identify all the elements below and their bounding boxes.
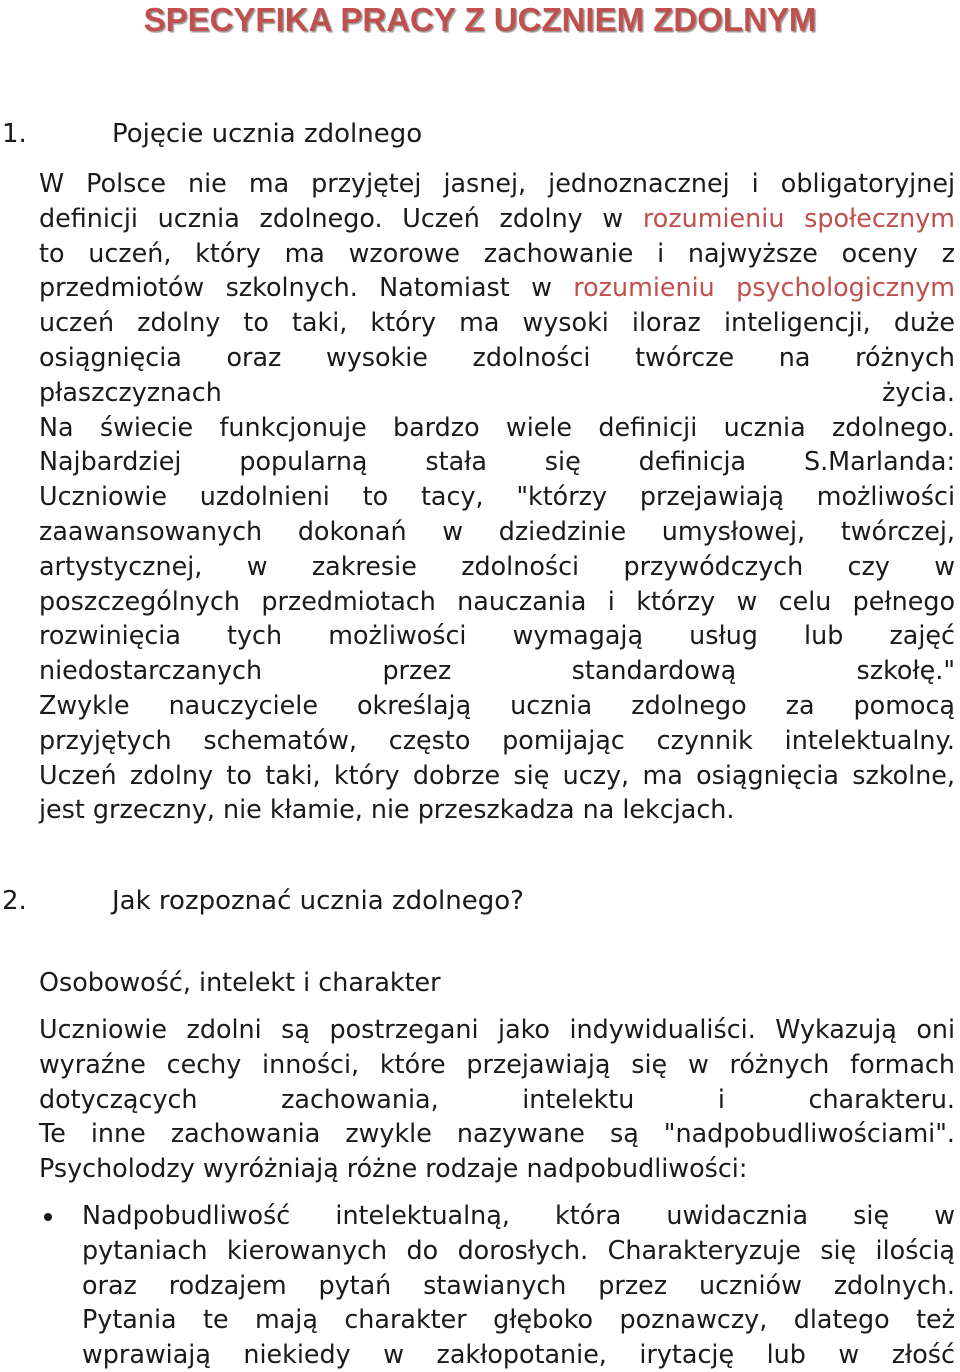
paragraph-line: niedostarczanych przez standardową szkołę." bbox=[39, 655, 955, 686]
bullet-icon bbox=[44, 1213, 52, 1221]
paragraph-line: Na świecie funkcjonuje bardzo wiele definicji ucznia zdolnego. bbox=[39, 411, 955, 442]
paragraph-line: Nadpobudliwość intelektualną, która uwidacznia się w bbox=[82, 1200, 955, 1230]
highlight-psychological-understanding: rozumieniu psychologicznym bbox=[573, 272, 955, 303]
paragraph-line: Pytania te mają charakter głęboko poznawczy, dlatego też bbox=[82, 1304, 955, 1335]
section-2-paragraph bbox=[39, 1012, 955, 1186]
paragraph-line: definicji ucznia zdolnego. Uczeń zdolny w rozumieniu społecznym bbox=[39, 202, 955, 233]
section-2-title: Jak rozpoznać ucznia zdolnego? bbox=[112, 886, 524, 916]
paragraph-line: W Polsce nie ma przyjętej jasnej, jednoznacznej i obligatoryjnej bbox=[39, 168, 955, 198]
paragraph-line: Zwykle nauczyciele określają ucznia zdolnego za pomocą bbox=[39, 689, 955, 720]
highlight-social-understanding: rozumieniu społecznym bbox=[642, 202, 955, 233]
paragraph-line: wprawiają niekiedy w zakłopotanie, irytację lub w złość bbox=[82, 1339, 955, 1370]
section-1-number: 1. bbox=[2, 119, 27, 149]
paragraph-line: Uczniowie uzdolnieni to tacy, "którzy przejawiają możliwości bbox=[39, 481, 955, 512]
section-2-subheading: Osobowość, intelekt i charakter bbox=[39, 967, 441, 997]
paragraph-line: to uczeń, który ma wzorowe zachowanie i najwyższe oceny z bbox=[39, 237, 955, 268]
paragraph-line: uczeń zdolny to taki, który ma wysoki iloraz inteligencji, duże bbox=[39, 307, 955, 338]
list-item-text bbox=[82, 1198, 955, 1372]
section-1-title: Pojęcie ucznia zdolnego bbox=[112, 119, 423, 149]
paragraph-line: dotyczących zachowania, intelektu i charakteru. bbox=[39, 1083, 955, 1114]
section-1-paragraph bbox=[39, 166, 955, 827]
paragraph-line: poszczególnych przedmiotach nauczania i którzy w celu pełnego bbox=[39, 585, 955, 616]
paragraph-line: przyjętych schematów, często pomijając czynnik intelektualny. bbox=[39, 724, 955, 755]
paragraph-line: Te inne zachowania zwykle nazywane są "nadpobudliwościami". bbox=[39, 1118, 955, 1149]
paragraph-line: artystycznej, w zakresie zdolności przywódczych czy w bbox=[39, 550, 955, 581]
list-item bbox=[0, 1198, 960, 1372]
paragraph-line: jest grzeczny, nie kłamie, nie przeszkadza na lekcjach. bbox=[39, 794, 735, 825]
document-title: SPECYFIKA PRACY Z UCZNIEM ZDOLNYM bbox=[143, 1, 817, 38]
paragraph-line: Uczniowie zdolni są postrzegani jako indywidualiści. Wykazują oni bbox=[39, 1014, 955, 1044]
paragraph-line: zaawansowanych dokonań w dziedzinie umysłowej, twórczej, bbox=[39, 515, 955, 546]
paragraph-line: Najbardziej popularną stała się definicja S.Marlanda: bbox=[39, 446, 955, 477]
paragraph-line: wyraźne cechy inności, które przejawiają się w różnych formach bbox=[39, 1048, 955, 1079]
overexcitability-list bbox=[0, 1198, 960, 1372]
paragraph-line: płaszczyznach życia. bbox=[39, 376, 955, 407]
paragraph-line: pytaniach kierowanych do dorosłych. Charakteryzuje się ilością bbox=[82, 1234, 955, 1265]
paragraph-line: rozwinięcia tych możliwości wymagają usług lub zajęć bbox=[39, 620, 955, 651]
paragraph-line: osiągnięcia oraz wysokie zdolności twórcze na różnych bbox=[39, 341, 955, 372]
paragraph-line: oraz rodzajem pytań stawianych przez uczniów zdolnych. bbox=[82, 1269, 955, 1300]
paragraph-line: Uczeń zdolny to taki, który dobrze się uczy, ma osiągnięcia szkolne, bbox=[39, 759, 955, 790]
paragraph-line: Psycholodzy wyróżniają różne rodzaje nadpobudliwości: bbox=[39, 1153, 748, 1184]
paragraph-line: przedmiotów szkolnych. Natomiast w rozumieniu psychologicznym bbox=[39, 272, 955, 303]
section-2-number: 2. bbox=[2, 886, 27, 916]
